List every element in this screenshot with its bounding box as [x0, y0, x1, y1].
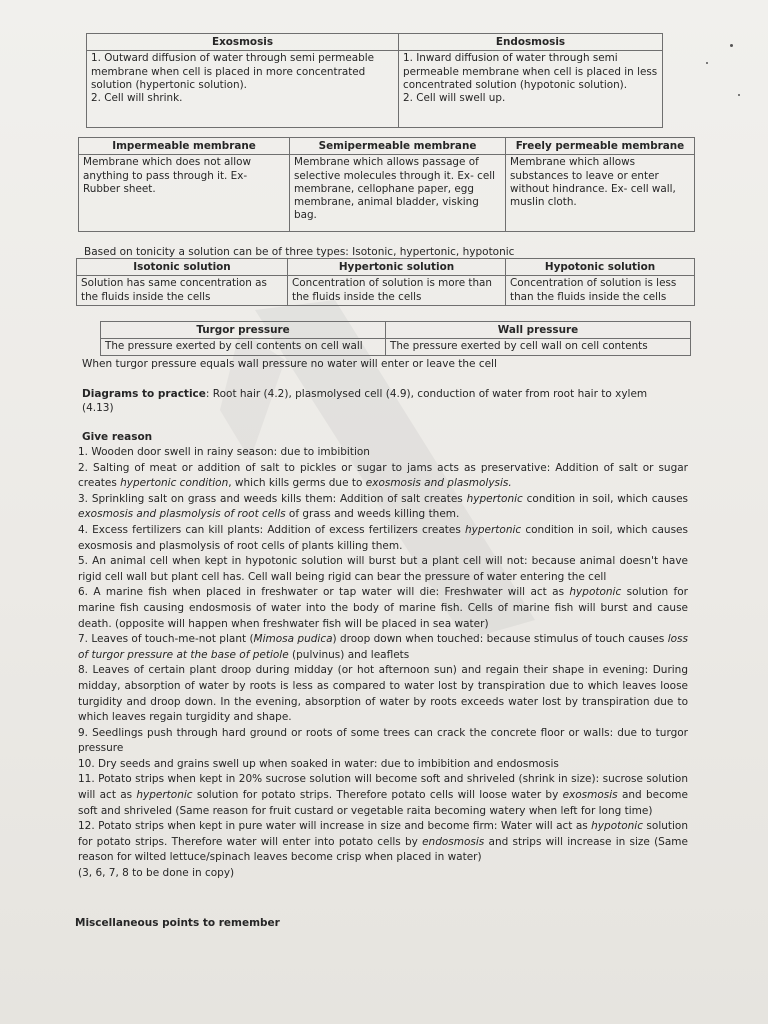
table-row [79, 155, 695, 232]
table-header-cell: Exosmosis [87, 34, 399, 51]
reason-item: 1. Wooden door swell in rainy season: due to imbibition [78, 446, 370, 458]
reason-item: 8. Leaves of certain plant droop during midday (or hot afternoon sun) and regain their shape in evening: During midday, absorption of water by roots is less as compared to water lost by transpiration due to which leaves loose turgidity and droop down. In the evening, absorption of water by roots exceeds water lost by transpiration due to which leaves regain turgidity and shape. [78, 664, 688, 724]
reason-item: 10. Dry seeds and grains swell up when soaked in water: due to imbibition and endosmosis [78, 757, 559, 770]
table-header-cell: Wall pressure [386, 322, 691, 339]
table-header-cell: Turgor pressure [101, 322, 386, 339]
reason-item: 3. Sprinkling salt on grass and weeds kills them: Addition of salt creates hypertonic condition in soil, which causes exosmosis and plasmolysis of root cells of grass and weeds killing them. [78, 492, 688, 521]
table-cell: Solution has same concentration as the fluids inside the cells [77, 276, 288, 306]
pressure-table [100, 321, 691, 356]
table-header-cell: Isotonic solution [77, 259, 288, 276]
reason-item: 7. Leaves of touch-me-not plant (Mimosa pudica) droop down when touched: because stimulus of touch causes loss of turgor pressure at the base of petiole (pulvinus) and leaflets [78, 633, 688, 661]
cell-line: 2. Cell will shrink. [91, 92, 183, 105]
reasons-list [78, 445, 688, 882]
cell-line: 1. Outward diffusion of water through semi permeable membrane when cell is placed in more concentrated solution (hypertonic solution). [91, 52, 374, 91]
table-cell: Membrane which allows passage of selective molecules through it. Ex- cell membrane, cellophane paper, egg membrane, animal bladder, visking bag. [290, 155, 506, 232]
tonicity-intro: Based on tonicity a solution can be of three types: Isotonic, hypertonic, hypotonic [84, 246, 515, 258]
endosmosis-cell [399, 51, 663, 128]
table-header-cell: Semipermeable membrane [290, 138, 506, 155]
diagrams-label: Diagrams to practice [82, 388, 206, 400]
table-header-cell: Impermeable membrane [79, 138, 290, 155]
paper-speck [706, 62, 708, 64]
table-cell: Concentration of solution is more than the fluids inside the cells [288, 276, 506, 306]
table-cell: Membrane which does not allow anything to pass through it. Ex- Rubber sheet. [79, 155, 290, 232]
membrane-table [78, 137, 695, 232]
misc-heading: Miscellaneous points to remember [75, 917, 280, 929]
cell-line: 1. Inward diffusion of water through semi permeable membrane when cell is placed in less concentrated solution (hypotonic solution). [403, 52, 658, 91]
cell-line: 2. Cell will swell up. [403, 92, 506, 105]
diagrams-text: : Root hair (4.2), plasmolysed cell (4.9), conduction of water from root hair to xylem (4.13) [82, 388, 648, 414]
reason-item: 11. Potato strips when kept in 20% sucrose solution will become soft and shriveled (shrink in size): sucrose solution will act as hypertonic solution for potato strips. Therefore potato cells will loose water by exosmosis and become soft and shriveled (Same reason for fruit custard or vegetable raita becoming watery when left for long time) [78, 773, 688, 817]
table-row [87, 51, 663, 128]
give-reason-heading: Give reason [82, 431, 153, 443]
diagrams-paragraph [82, 387, 668, 415]
paper-speck [738, 94, 740, 96]
table-header-row [79, 138, 695, 155]
table-row [101, 339, 691, 355]
reason-item: 4. Excess fertilizers can kill plants: Addition of excess fertilizers creates hypertonic condition in soil, which causes exosmosis and plasmolysis of root cells of plants killing them. [78, 523, 688, 552]
tonicity-table [76, 258, 695, 306]
table-header-cell: Freely permeable membrane [506, 138, 695, 155]
reason-note: (3, 6, 7, 8 to be done in copy) [78, 867, 235, 880]
table-row [77, 276, 695, 306]
table-cell: Concentration of solution is less than the fluids inside the cells [506, 276, 695, 306]
table-header-cell: Hypertonic solution [288, 259, 506, 276]
reason-item: 2. Salting of meat or addition of salt to pickles or sugar to jams acts as preservative: Addition of salt or sugar creates hypertonic condition, which kills germs due to exosmosis and plasmolysis. [78, 461, 688, 490]
reason-item: 9. Seedlings push through hard ground or roots of some trees can crack the concrete floor or walls: due to turgor pressure [78, 726, 688, 755]
reason-item: 12. Potato strips when kept in pure water will increase in size and become firm: Water will act as hypotonic solution for potato strips. Therefore water will enter into potato cells by endosmosis and strips will increase in size (Same reason for wilted lettuce/spinach leaves become crisp when placed in water) [78, 820, 688, 864]
table-cell: The pressure exerted by cell wall on cell contents [386, 339, 691, 355]
table-header-row [87, 34, 663, 51]
table-cell: The pressure exerted by cell contents on cell wall [101, 339, 386, 355]
paper-speck [730, 44, 733, 47]
table-header-row [101, 322, 691, 339]
osmosis-table [86, 33, 663, 128]
reason-item: 6. A marine fish when placed in freshwater or tap water will die: Freshwater will act as hypotonic solution for marine fish causing endosmosis of water into the body of marine fish. Cells of marine fish will burst and cause death. (opposite will happen when freshwater fish will be placed in sea water) [78, 586, 688, 630]
table-cell: Membrane which allows substances to leave or enter without hindrance. Ex- cell wall, muslin cloth. [506, 155, 695, 232]
table-header-cell: Endosmosis [399, 34, 663, 51]
pressure-note: When turgor pressure equals wall pressure no water will enter or leave the cell [82, 358, 497, 370]
table-header-cell: Hypotonic solution [506, 259, 695, 276]
reason-item: 5. An animal cell when kept in hypotonic solution will burst but a plant cell will not: because animal doesn't have rigid cell wall but plant cell has. Cell wall being rigid can bear the pressure of water entering the cell [78, 555, 688, 583]
table-header-row [77, 259, 695, 276]
exosmosis-cell [87, 51, 399, 128]
